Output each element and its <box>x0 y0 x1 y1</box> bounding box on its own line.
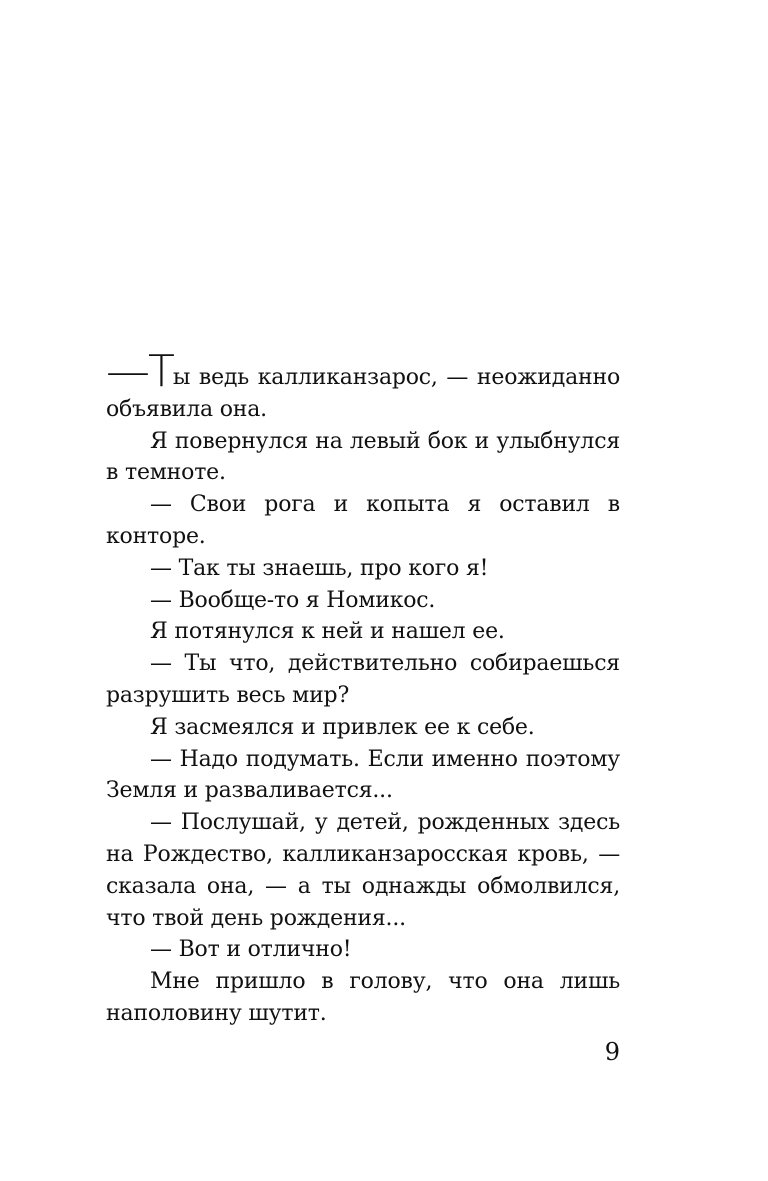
page-number: 9 <box>604 1038 620 1066</box>
drop-cap: —Т <box>106 346 173 397</box>
paragraph: — Так ты знаешь, про кого я! <box>150 555 489 581</box>
paragraph: — Послушай, у детей, рожденных здесь на Рождество, калликанзаросская кровь, — сказала она, — а ты однажды обмолвился, что твой день рождения... <box>106 810 620 931</box>
paragraph: Я повернулся на левый бок и улыбнулся в темноте. <box>106 428 620 486</box>
opening-text: ы ведь калликанзарос, — неожиданно объявила она. <box>106 365 620 422</box>
paragraph: — Ты что, действительно собираешься разрушить весь мир? <box>106 651 620 708</box>
paragraph: — Надо подумать. Если именно поэтому Земля и разваливается... <box>106 746 620 804</box>
paragraph: Я засмеялся и привлек ее к себе. <box>150 714 535 740</box>
paragraph: — Вот и отлично! <box>150 937 352 963</box>
paragraph: — Свои рога и копыта я оставил в конторе. <box>106 492 620 549</box>
paragraph: Я потянулся к ней и нашел ее. <box>150 619 505 645</box>
opening-paragraph <box>106 346 620 426</box>
paragraph: Мне пришло в голову, что она лишь наполовину шутит. <box>106 969 620 1026</box>
body-text <box>106 346 620 1030</box>
paragraph: — Вообще-то я Номикос. <box>150 587 436 613</box>
